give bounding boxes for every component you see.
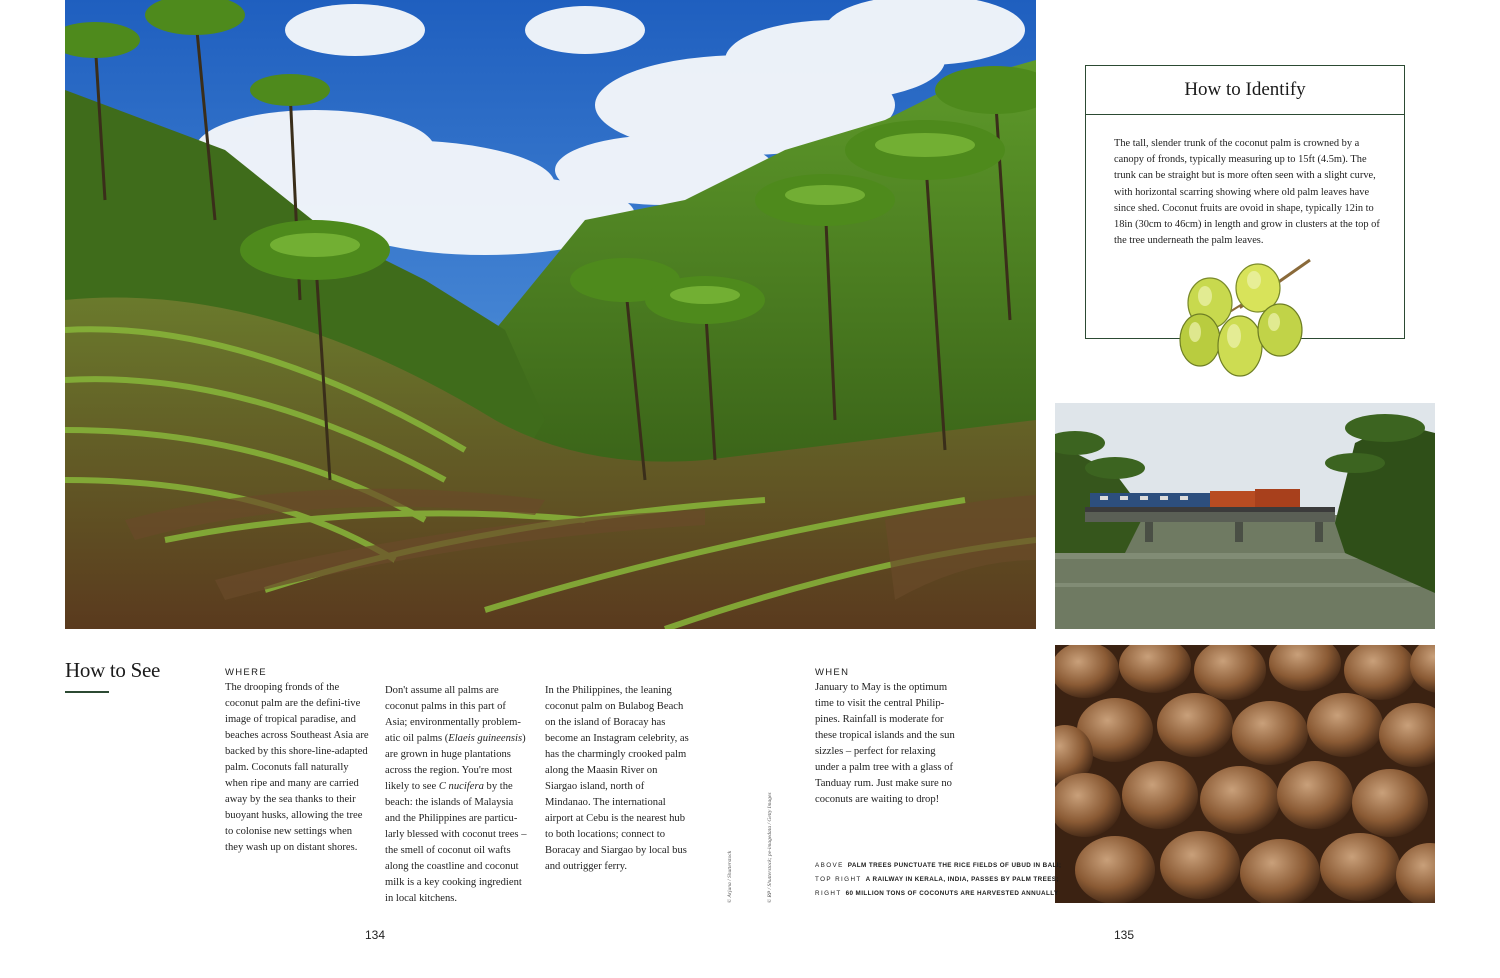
coconut-cluster-icon: [1170, 258, 1320, 383]
when-heading: WHEN: [815, 667, 850, 678]
caption-top-right: [815, 876, 1059, 890]
railway-scene: [1055, 403, 1435, 629]
caption-above: [815, 862, 1062, 876]
caption-top-right-text: A RAILWAY IN KERALA, INDIA, PASSES BY PALM TREES;: [865, 876, 1059, 883]
page-number-right: 135: [1114, 928, 1135, 942]
where-text-col1: The drooping fronds of the coconut palm are the defini-tive image of tropical paradise, and beaches across Southeast Asia are backed by this shore-line-adapted palm. Coconuts fall naturally when ripe and many are carried away by the sea thanks to their buoyant husks, allowing the tree to colonise new settings when they wash up on distant shores.: [225, 682, 369, 853]
palm-rice-terraces-photo: [65, 0, 1036, 629]
where-text-col2-species2: C nucifera: [438, 781, 484, 792]
photo-credit-right: © RP / Shutterstock; pe-imagedata / Getty Images: [767, 792, 773, 903]
coconuts-pile-photo: [1055, 645, 1435, 903]
where-text-col2-species1: Elaeis guineensis: [448, 733, 523, 744]
how-to-see-title: How to See: [65, 658, 160, 682]
where-text-col2-part3: by the beach: the islands of Malaysia and the Philippines are particu-larly blessed with coconut trees – the smell of coconut oil wafts along the coastline and coconut milk is a key cooking ingredient in local kitchens.: [385, 781, 527, 904]
where-text-col2-part2: ) are grown in huge plantations across the region. You're most likely to see: [385, 733, 526, 792]
how-to-see-rule: [65, 691, 109, 693]
where-column-2: [385, 683, 530, 907]
page-number-left: 134: [365, 928, 386, 942]
when-text: January to May is the optimum time to visit the central Philip-pines. Rainfall is moderate for these tropical islands and the sun sizzles – perfect for relaxing under a palm tree with a glass of Tanduay rum. Just make sure no coconuts are waiting to drop!: [815, 682, 955, 805]
where-column-1: [225, 667, 370, 856]
caption-top-right-key: TOP RIGHT: [815, 876, 862, 883]
caption-above-key: ABOVE: [815, 862, 844, 869]
where-heading: WHERE: [225, 667, 267, 678]
how-to-identify-body: The tall, slender trunk of the coconut palm is crowned by a canopy of fronds, typically measuring up to 15ft (4.5m). The trunk can be straight but is more often seen with a slight curve, with horizontal scarring showing where old palm leaves have since shed. Coconut fruits are ovoid in shape, typically 12in to 18in (30cm to 46cm) in length and grow in clusters at the top of the tree underneath the palm leaves.: [1114, 138, 1380, 247]
where-column-3: In the Philippines, the leaning coconut palm on Bulabog Beach on the island of Boracay has become an Instagram celebrity, as has the charmingly crooked palm along the Maasin River on Siargao island, north of Mindanao. The international airport at Cebu is the nearest hub to both locations; connect to Boracay and Siargao by local bus and outrigger ferry.: [545, 685, 689, 872]
photo-captions: [815, 862, 1062, 904]
when-column: [815, 667, 960, 808]
caption-right-text: 60 MILLION TONS OF COCONUTS ARE HARVESTED ANNUALLY: [845, 890, 1059, 897]
railway-bridge-photo: [1055, 403, 1435, 629]
caption-right-key: RIGHT: [815, 890, 842, 897]
how-to-identify-title: How to Identify: [1086, 66, 1404, 115]
caption-above-text: PALM TREES PUNCTUATE THE RICE FIELDS OF UBUD IN BALI;: [847, 862, 1062, 869]
where-text-col2-part1: Don't assume all palms are coconut palms in this part of Asia; environmentally problem-atic oil palms (: [385, 685, 521, 744]
caption-right: [815, 890, 1059, 904]
coconut-cluster-illustration: [1170, 258, 1320, 383]
photo-credit-left: © Arjuna / Shutterstock: [727, 850, 733, 903]
coconuts-scene: [1055, 645, 1435, 903]
terraces-scene: [65, 0, 1036, 629]
